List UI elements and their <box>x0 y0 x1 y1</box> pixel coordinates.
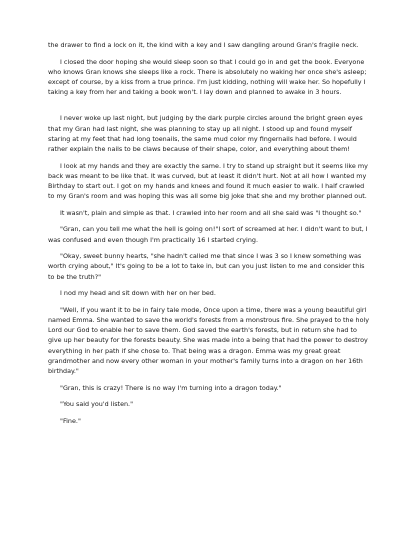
paragraph: I look at my hands and they are exactly the same. I try to stand up straight but it seems like my back was meant to be like that. It was curved, but at least it didn't hurt. Not at all how I wanted my Birthday to start out. I got on my hands and knees and found it much easier to walk. I half crawled to my Gran's room and was hoping this was all some big joke that she and my brother planned out. <box>48 161 368 201</box>
document-body <box>48 40 372 432</box>
paragraph: It wasn't, plain and simple as that. I crawled into her room and all she said was "I thought so." <box>60 208 362 217</box>
paragraph: "Well, if you want it to be in fairy tale mode, Once upon a time, there was a young beautiful girl named Emma. She wanted to save the world's forests from a monstrous fire. She prayed to the holy Lord our God to enable her to save them. God saved the earth's forests, but in return she had to give up her beauty for the forests beauty. She was made into a being that had the power to destroy everything in her path if she chose to. That being was a dragon. Emma was my great great grandmother and now every other woman in your mother's family turns into a dragon on her 16th birthday." <box>48 305 370 376</box>
paragraph: "Gran, this is crazy! There is no way I'm turning into a dragon today." <box>60 383 282 392</box>
paragraph: the drawer to find a lock on it, the kind with a key and I saw dangling around Gran's fragile neck. <box>48 41 359 49</box>
paragraph: I closed the door hoping she would sleep soon so that I could go in and get the book. Everyone who knows Gran knows she sleeps like a rock. There is absolutely no waking her once she's asleep; except of course, by a kiss from a true prince. I'm just kidding, nothing will wake her. So hopefully I taking a key from her and taking a book won't. I lay down and planned to awake in 3 hours. <box>48 57 367 97</box>
paragraph: "Fine." <box>60 416 81 425</box>
paragraph: "Okay, sweet bunny hearts, "she hadn't called me that since I was 3 so I knew something was worth crying about," It's going to be a lot to take in, but can you just listen to me and consider this to be the truth?" <box>48 252 365 281</box>
paragraph: I never woke up last night, but judging by the dark purple circles around the bright green eyes that my Gran had last night, she was planning to stay up all night. I stood up and found myself staring at my feet that had long toenails, the same mud color my fingernails had before. I would rather explain the nails to be claws because of their shape, color, and everything about them! <box>48 114 363 154</box>
paragraph: "You said you'd listen." <box>60 400 134 409</box>
paragraph: "Gran, can you tell me what the hell is going on!"I sort of screamed at her. I didn't want to but, I was confused and even though I'm practically 16 I started crying. <box>48 225 368 244</box>
paragraph: I nod my head and sit down with her on her bed. <box>60 289 216 298</box>
